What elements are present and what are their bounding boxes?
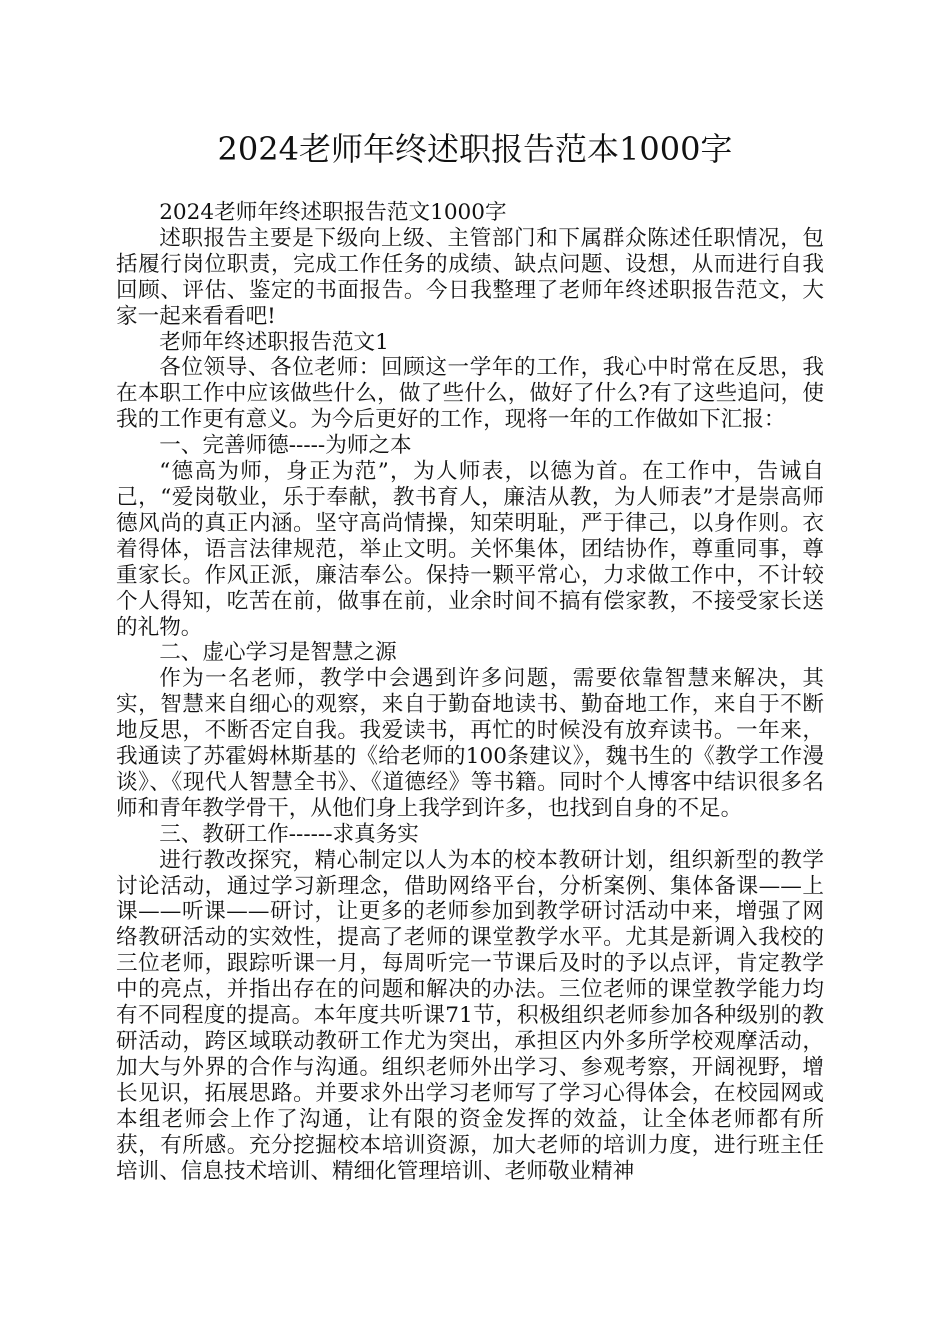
paragraph: 各位领导、各位老师：回顾这一学年的工作，我心中时常在反思，我在本职工作中应该做些什么，做了些什么，做好了什么?有了这些追问，使我的工作更有意义。为今后更好的工作，现将一年的工作做如下汇报： — [116, 355, 824, 433]
document-body — [116, 200, 824, 1184]
paragraph: 述职报告主要是下级向上级、主管部门和下属群众陈述任职情况，包括履行岗位职责，完成工作任务的成绩、缺点问题、设想，从而进行自我回顾、评估、鉴定的书面报告。今日我整理了老师年终述职报告范文，大家一起来看看吧! — [116, 225, 824, 329]
paragraph: 进行教改探究，精心制定以人为本的校本教研计划，组织新型的教学讨论活动，通过学习新理念，借助网络平台，分析案例、集体备课——上课——听课——研讨，让更多的老师参加到教学研讨活动中来，增强了网络教研活动的实效性，提高了老师的课堂教学水平。尤其是新调入我校的三位老师，跟踪听课一月，每周听完一节课后及时的予以点评，肯定教学中的亮点，并指出存在的问题和解决的办法。三位老师的课堂教学能力均有不同程度的提高。本年度共听课71节，积极组织老师参加各种级别的教研活动，跨区域联动教研工作尤为突出，承担区内外多所学校观摩活动，加大与外界的合作与沟通。组织老师外出学习、参观考察，开阔视野，增长见识，拓展思路。并要求外出学习老师写了学习心得体会，在校园网或本组老师会上作了沟通，让有限的资金发挥的效益，让全体老师都有所获，有所感。充分挖掘校本培训资源，加大老师的培训力度，进行班主任培训、信息技术培训、精细化管理培训、老师敬业精神 — [116, 847, 824, 1184]
paragraph: 作为一名老师，教学中会遇到许多问题，需要依靠智慧来解决，其实，智慧来自细心的观察，来自于勤奋地读书、勤奋地工作，来自于不断地反思，不断否定自我。我爱读书，再忙的时候没有放弃读书。一年来，我通读了苏霍姆林斯基的《给老师的100条建议》，魏书生的《教学工作漫谈》、《现代人智慧全书》、《道德经》等书籍。同时个人博客中结识很多名师和青年教学骨干，从他们身上我学到许多，也找到自身的不足。 — [116, 666, 824, 821]
section-heading: 一、完善师德-----为师之本 — [159, 433, 412, 459]
paragraph: 老师年终述职报告范文1 — [159, 329, 389, 355]
paragraph: “德高为师，身正为范”，为人师表，以德为首。在工作中，告诫自己，“爱岗敬业，乐于奉献，教书育人，廉洁从教，为人师表”才是崇高师德风尚的真正内涵。坚守高尚情操，知荣明耻，严于律己，以身作则。衣着得体，语言法律规范，举止文明。关怀集体，团结协作，尊重同事，尊重家长。作风正派，廉洁奉公。保持一颗平常心，力求做工作中，不计较个人得知，吃苦在前，做事在前，业余时间不搞有偿家教，不接受家长送的礼物。 — [116, 459, 824, 640]
section-heading: 三、教研工作------求真务实 — [159, 821, 419, 847]
paragraph: 2024老师年终述职报告范文1000字 — [159, 200, 507, 225]
document-title: 2024老师年终述职报告范本1000字 — [217, 130, 733, 168]
section-heading: 二、虚心学习是智慧之源 — [159, 640, 397, 666]
